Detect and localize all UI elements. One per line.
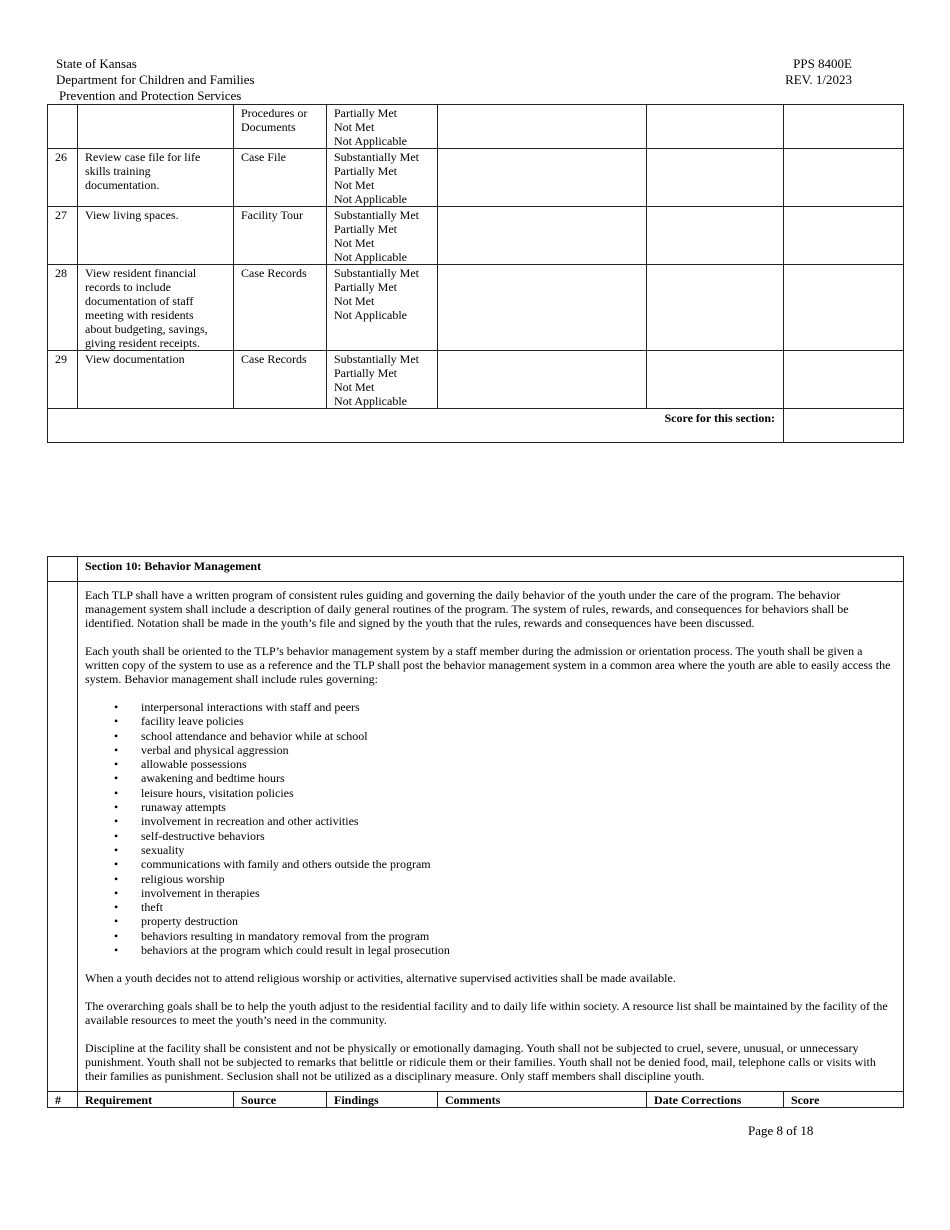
findings-option[interactable]: Partially Met [334, 106, 397, 120]
findings-option[interactable]: Partially Met [334, 164, 397, 178]
list-item: • behaviors at the program which could result in legal prosecution [85, 943, 895, 957]
findings-cell [327, 105, 438, 149]
list-item: • theft [85, 900, 895, 914]
findings-option[interactable]: Partially Met [334, 222, 397, 236]
requirement-line: records to include [85, 280, 171, 294]
col-source-header: Source [234, 1092, 327, 1108]
requirement-cell [78, 207, 234, 265]
source-line: Procedures or [241, 106, 308, 120]
requirement-line: View resident financial [85, 266, 197, 280]
col-requirement-header: Requirement [78, 1092, 234, 1108]
section-title-row [48, 557, 904, 582]
source-line: Case Records [241, 352, 307, 366]
paragraph-religious: When a youth decides not to attend religious worship or activities, alternative supervised activities shall be made available. [85, 971, 676, 986]
table-row [48, 207, 904, 265]
date-corrections-cell[interactable] [647, 351, 784, 409]
requirement-cell [78, 149, 234, 207]
department-name: Department for Children and Families [56, 72, 255, 87]
table-row [48, 105, 904, 149]
row-number: 27 [48, 207, 78, 265]
list-item: • involvement in therapies [85, 886, 895, 900]
date-corrections-cell[interactable] [647, 207, 784, 265]
list-item: • property destruction [85, 914, 895, 928]
source-cell [234, 265, 327, 351]
row-number [48, 105, 78, 149]
score-row [48, 409, 904, 443]
score-label: Score for this section: [48, 409, 784, 443]
findings-option[interactable]: Not Met [334, 236, 375, 250]
list-item: • allowable possessions [85, 757, 895, 771]
document-header-left [56, 56, 255, 104]
score-cell[interactable] [784, 207, 904, 265]
findings-option[interactable]: Not Met [334, 178, 375, 192]
findings-option[interactable]: Not Applicable [334, 250, 407, 264]
col-number-header: # [48, 1092, 78, 1108]
list-item: • runaway attempts [85, 800, 895, 814]
comments-cell[interactable] [438, 351, 647, 409]
section-body-margin [48, 582, 78, 1092]
list-item: • leisure hours, visitation policies [85, 786, 895, 800]
findings-option[interactable]: Partially Met [334, 366, 397, 380]
comments-cell[interactable] [438, 105, 647, 149]
rules-list [85, 700, 895, 957]
col-findings-header: Findings [327, 1092, 438, 1108]
col-date-corrections-header: Date Corrections [647, 1092, 784, 1108]
findings-option[interactable]: Not Applicable [334, 134, 407, 148]
findings-option[interactable]: Not Met [334, 380, 375, 394]
paragraph-discipline: Discipline at the facility shall be consistent and not be physically or emotionally damaging. Youth shall not be subjected to cruel, severe, unusual, or unnecessary punishment. Youth shall not be subjected to remarks that belittle or ridicule them or their families. Youth shall not be denied food, mail, telephone calls or visits with their families as punishment. Seclusion shall not be utilized as a disciplinary measure. Only staff members shall discipline youth. [85, 1041, 876, 1084]
score-cell[interactable] [784, 351, 904, 409]
list-item: • sexuality [85, 843, 895, 857]
requirement-cell [78, 265, 234, 351]
findings-option[interactable]: Not Applicable [334, 394, 407, 408]
requirement-cell [78, 351, 234, 409]
findings-option[interactable]: Not Met [334, 294, 375, 308]
list-item: • awakening and bedtime hours [85, 771, 895, 785]
date-corrections-cell[interactable] [647, 265, 784, 351]
section-10-table [47, 556, 904, 1108]
section-body [78, 582, 904, 1092]
revision-date: REV. 1/2023 [785, 72, 852, 87]
requirement-line: meeting with residents [85, 308, 194, 322]
findings-option[interactable]: Partially Met [334, 280, 397, 294]
agency-name: State of Kansas [56, 56, 137, 71]
source-cell [234, 149, 327, 207]
section-title: Section 10: Behavior Management [78, 557, 904, 582]
requirement-line: skills training [85, 164, 151, 178]
findings-cell [327, 149, 438, 207]
list-item: • communications with family and others outside the program [85, 857, 895, 871]
col-score-header: Score [784, 1092, 904, 1108]
findings-cell [327, 207, 438, 265]
list-item: • school attendance and behavior while at school [85, 729, 895, 743]
requirement-line: Review case file for life [85, 150, 201, 164]
form-number: PPS 8400E [793, 56, 852, 71]
page-number: Page 8 of 18 [748, 1123, 814, 1138]
findings-option[interactable]: Substantially Met [334, 150, 419, 164]
requirement-line: documentation. [85, 178, 160, 192]
score-cell[interactable] [784, 409, 904, 443]
source-cell [234, 351, 327, 409]
requirement-line: View documentation [85, 352, 185, 366]
paragraph-goals: The overarching goals shall be to help the youth adjust to the residential facility and to daily life within society. A resource list shall be maintained by the facility of the available resources to meet the youth’s need in the community. [85, 999, 888, 1028]
table-row [48, 265, 904, 351]
comments-cell[interactable] [438, 149, 647, 207]
list-item: • behaviors resulting in mandatory removal from the program [85, 929, 895, 943]
findings-option[interactable]: Not Applicable [334, 308, 407, 322]
row-number: 28 [48, 265, 78, 351]
document-header-right [785, 56, 852, 88]
findings-option[interactable]: Substantially Met [334, 352, 419, 366]
findings-option[interactable]: Not Applicable [334, 192, 407, 206]
source-line: Case Records [241, 266, 307, 280]
row-number: 29 [48, 351, 78, 409]
division-name: Prevention and Protection Services [59, 88, 242, 103]
findings-option[interactable]: Substantially Met [334, 208, 419, 222]
source-cell [234, 207, 327, 265]
findings-option[interactable]: Not Met [334, 120, 375, 134]
requirement-line: documentation of staff [85, 294, 194, 308]
comments-cell[interactable] [438, 265, 647, 351]
source-cell [234, 105, 327, 149]
score-cell[interactable] [784, 265, 904, 351]
requirement-line: giving resident receipts. [85, 336, 200, 350]
requirement-line: about budgeting, savings, [85, 322, 208, 336]
comments-cell[interactable] [438, 207, 647, 265]
score-cell[interactable] [784, 105, 904, 149]
table-row [48, 351, 904, 409]
findings-cell [327, 265, 438, 351]
col-comments-header: Comments [438, 1092, 647, 1108]
list-item: • verbal and physical aggression [85, 743, 895, 757]
source-line: Facility Tour [241, 208, 303, 222]
list-item: • interpersonal interactions with staff and peers [85, 700, 895, 714]
date-corrections-cell[interactable] [647, 105, 784, 149]
list-item: • religious worship [85, 872, 895, 886]
score-cell[interactable] [784, 149, 904, 207]
paragraph-orientation: Each youth shall be oriented to the TLP’s behavior management system by a staff member during the admission or orientation process. The youth shall be given a written copy of the system to use as a reference and the TLP shall post the behavior management system in a common area where the youth are able to easily access the system. Behavior management shall include rules governing: [85, 644, 891, 686]
table-row [48, 149, 904, 207]
findings-cell [327, 351, 438, 409]
list-item: • facility leave policies [85, 714, 895, 728]
paragraph-rules: Each TLP shall have a written program of consistent rules guiding and governing the daily behavior of the youth under the care of the program. The behavior management system shall include a description of daily general routines of the program. The system of rules, rewards, and consequences for behaviors shall be identified. Notation shall be made in the youth’s file and signed by the youth that the rules, rewards and consequences have been discussed. [85, 588, 849, 630]
requirements-table-continued [47, 104, 904, 443]
findings-option[interactable]: Substantially Met [334, 266, 419, 280]
requirement-line: View living spaces. [85, 208, 179, 222]
section-body-row [48, 582, 904, 1092]
source-line: Case File [241, 150, 286, 164]
list-item: • involvement in recreation and other activities [85, 814, 895, 828]
row-number: 26 [48, 149, 78, 207]
column-header-row [48, 1092, 904, 1108]
source-line: Documents [241, 120, 296, 134]
section-number-cell [48, 557, 78, 582]
list-item: • self-destructive behaviors [85, 829, 895, 843]
date-corrections-cell[interactable] [647, 149, 784, 207]
requirement-cell [78, 105, 234, 149]
